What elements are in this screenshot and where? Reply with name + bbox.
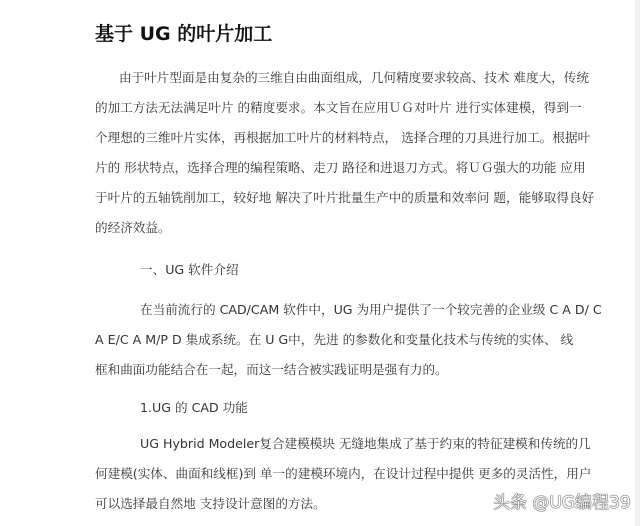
paragraph-3-line-3: 可以选择最自然地 支持设计意图的方法。 (95, 496, 326, 511)
paragraph-2-line-3: 框和曲面功能结合在一起，而这一结合被实践证明是强有力的。 (95, 362, 448, 377)
paragraph-3-line-1: UG Hybrid Modeler复合建模模块 无缝地集成了基于约束的特征建模和传统的几 (140, 436, 591, 451)
paragraph-1-line-4: 片的 形状特点，选择合理的编程策略、走刀 路径和进退刀方式。将ＵＧ强大的功能 应用 (95, 160, 586, 175)
paragraph-1-line-1: 由于叶片型面是由复杂的三维自由曲面组成，几何精度要求较高、技术 难度大，传统 (119, 70, 589, 85)
paragraph-1-line-3: 个理想的三维叶片实体，再根据加工叶片的材料特点， 选择合理的刀具进行加工。根据叶 (95, 130, 591, 145)
section-heading-ug-intro: 一、UG 软件介绍 (140, 262, 239, 277)
subsection-heading-cad-function: 1.UG 的 CAD 功能 (140, 400, 248, 415)
paragraph-1-line-2: 的加工方法无法满足叶片 的精度要求。本文旨在应用ＵＧ对叶片 进行实体建模，得到一 (95, 100, 582, 115)
paragraph-2-line-2: A E/C A M/P D 集成系统。在 U G中，先进 的参数化和变量化技术与传统的实体、 线 (95, 332, 574, 347)
page-side-margin (635, 0, 640, 526)
paragraph-2-line-1: 在当前流行的 CAD/CAM 软件中，UG 为用户提供了一个较完善的企业级 C A D/ C (140, 302, 602, 317)
paragraph-1-line-5: 于叶片的五轴铣削加工，较好地 解决了叶片批量生产中的质量和效率问 题，能够取得良好 (95, 190, 595, 205)
paragraph-1-line-6: 的经济效益。 (95, 220, 171, 235)
document-title: 基于 UG 的叶片加工 (95, 23, 273, 45)
paragraph-3-line-2: 何建模(实体、曲面和线框)到 单一的建模环境内，在设计过程中提供 更多的灵活性，用户 (95, 466, 592, 481)
watermark: 头条 @UG编程39 (493, 493, 631, 513)
